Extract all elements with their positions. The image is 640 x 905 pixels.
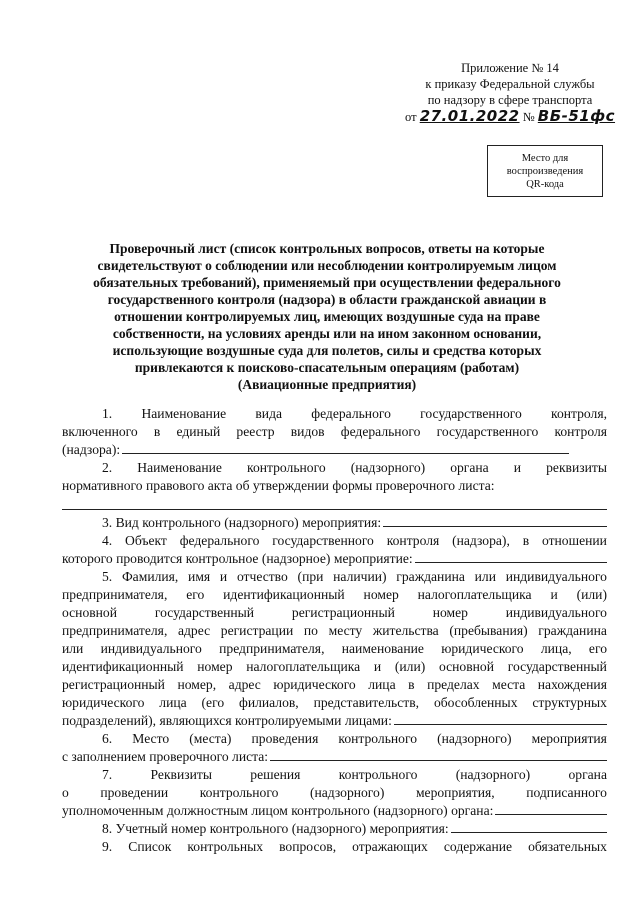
- qr-label-3: QR-кода: [526, 178, 564, 190]
- word: 6.: [102, 731, 113, 746]
- item-2-line-2: [62, 477, 607, 495]
- item-5-label: подразделений), являющихся контролируемыми лицами:: [62, 713, 392, 728]
- word: органа: [568, 767, 607, 782]
- word: (места): [189, 731, 232, 746]
- word: юридического: [441, 641, 524, 656]
- word: (или): [394, 659, 426, 674]
- appendix-agency: по надзору в сфере транспорта: [427, 93, 593, 107]
- word: Место: [132, 731, 170, 746]
- word: реквизиты: [546, 460, 607, 475]
- word: отражающих: [352, 839, 428, 854]
- word: индивидуального: [505, 569, 607, 584]
- qr-code-placeholder: [487, 145, 603, 197]
- word: решения: [250, 767, 301, 782]
- word: включенного: [62, 424, 138, 439]
- word: федерального: [340, 424, 421, 439]
- word: о: [62, 785, 69, 800]
- word: Список: [128, 839, 172, 854]
- handwritten-date: 27.01.2022: [419, 107, 520, 125]
- word: его: [588, 641, 607, 656]
- word: регистрационный: [62, 677, 165, 692]
- word: государственного: [272, 533, 374, 548]
- word: (надзорного): [309, 785, 385, 800]
- item-2-blank[interactable]: [62, 495, 607, 510]
- form-body: [62, 405, 607, 856]
- word: единый: [176, 424, 221, 439]
- word: Объект: [125, 533, 167, 548]
- word: или: [62, 641, 84, 656]
- word: (или): [576, 587, 607, 602]
- item-2-label: нормативного правового акта об утверждении формы проверочного листа:: [62, 478, 495, 493]
- item-7-blank[interactable]: [495, 802, 607, 815]
- item-6-label: с заполнением проверочного листа:: [62, 749, 269, 764]
- word: контрольного: [199, 785, 279, 800]
- title-line: государственного контроля (надзора) в области гражданской авиации в: [107, 292, 547, 307]
- title-line: использующие воздушные суда для полетов, силы и средства которых: [112, 343, 542, 358]
- word: идентификационный: [223, 587, 345, 602]
- word: обязательных: [528, 839, 607, 854]
- word: его: [186, 587, 205, 602]
- word: или: [474, 569, 496, 584]
- word: месту: [328, 623, 363, 638]
- word: вопросов,: [279, 839, 337, 854]
- word: контрольного: [338, 767, 418, 782]
- title-line: обязательных требований), применяемый при осуществлении федерального: [93, 275, 561, 290]
- item-7-line-3: [62, 802, 607, 820]
- word: и: [219, 569, 228, 584]
- word: номер,: [177, 677, 217, 692]
- item-3-blank[interactable]: [383, 514, 607, 527]
- item-8-blank[interactable]: [451, 820, 607, 833]
- word: гражданина: [538, 623, 607, 638]
- date-prefix: от: [405, 110, 417, 124]
- item-7-line-2: [62, 784, 607, 802]
- word: по: [303, 623, 318, 638]
- word: предпринимателя,: [219, 641, 325, 656]
- word: пределах: [427, 677, 480, 692]
- title-line: (Авиационные предприятия): [237, 377, 417, 392]
- word: наименование: [341, 641, 424, 656]
- word: жительства: [372, 623, 439, 638]
- title-line: отношении контролируемых лиц, имеющих воздушные суда на праве: [114, 309, 540, 324]
- word: контрольного: [338, 731, 418, 746]
- item-1-line-2: [62, 423, 607, 441]
- word: (его: [201, 695, 225, 710]
- qr-label-2: воспроизведения: [506, 165, 584, 177]
- item-4-blank[interactable]: [415, 550, 607, 563]
- title-line: свидетельствуют о соблюдении или несоблюдении контролируемым лицом: [97, 258, 557, 273]
- word: лица: [368, 677, 396, 692]
- word: обособленных: [433, 695, 518, 710]
- item-6-blank[interactable]: [270, 748, 607, 761]
- item-2-line-1: [62, 459, 607, 477]
- word: проведении: [100, 785, 169, 800]
- word: Наименование: [137, 460, 222, 475]
- word: 5.: [102, 569, 113, 584]
- word: основной: [438, 659, 494, 674]
- item-6-line-1: [62, 730, 607, 748]
- word: государственный: [154, 605, 255, 620]
- item-9-line-1: [62, 838, 607, 856]
- word: адрес: [228, 677, 261, 692]
- word: в: [408, 677, 415, 692]
- word: и: [550, 587, 558, 602]
- word: 4.: [102, 533, 113, 548]
- word: лица,: [540, 641, 572, 656]
- word: индивидуального: [100, 641, 202, 656]
- item-5-blank[interactable]: [394, 712, 607, 725]
- item-5-line-4: [62, 622, 607, 640]
- word: структурных: [532, 695, 607, 710]
- title-line: привлекаются к поисково-спасательным операциям (работам): [134, 360, 520, 375]
- word: вида: [255, 406, 283, 421]
- word: основной: [62, 605, 118, 620]
- word: федерального: [311, 406, 391, 421]
- word: государственный: [507, 659, 607, 674]
- word: филиалов,: [239, 695, 299, 710]
- word: отношении: [541, 533, 607, 548]
- item-3-line: [62, 514, 607, 532]
- item-5-line-5: [62, 640, 607, 658]
- word: Реквизиты: [150, 767, 212, 782]
- word: государственного: [436, 424, 539, 439]
- word: органа: [450, 460, 489, 475]
- item-7-label: уполномоченным должностным лицом контрольного (надзорного) органа:: [62, 803, 494, 818]
- item-8-line: [62, 820, 607, 838]
- word: лица: [159, 695, 187, 710]
- item-6-line-2: [62, 748, 607, 766]
- word: представительств,: [313, 695, 420, 710]
- word: контроля: [386, 533, 440, 548]
- word: федерального: [179, 533, 260, 548]
- item-5-line-9: [62, 712, 607, 730]
- word: места: [492, 677, 526, 692]
- word: государственного: [420, 406, 522, 421]
- word: нахождения: [537, 677, 607, 692]
- item-5-line-1: [62, 568, 607, 586]
- word: (надзорного): [437, 731, 512, 746]
- word: юридического: [273, 677, 356, 692]
- word: предпринимателя,: [62, 587, 168, 602]
- word: и: [513, 460, 522, 475]
- word: контроля,: [551, 406, 607, 421]
- item-1-line-1: [62, 405, 607, 423]
- title-line: собственности, на условиях аренды или на ином законном основании,: [112, 326, 542, 341]
- word: мероприятия,: [415, 785, 495, 800]
- item-5-line-2: [62, 586, 607, 604]
- word: юридического: [62, 695, 145, 710]
- word: номер: [432, 605, 468, 620]
- word: налогоплательщика: [246, 659, 361, 674]
- word: в: [153, 424, 161, 439]
- word: предпринимателя,: [62, 623, 168, 638]
- title-line: Проверочный лист (список контрольных вопросов, ответы на которые: [109, 241, 545, 256]
- word: адрес: [177, 623, 211, 638]
- word: контрольных: [187, 839, 264, 854]
- word: (надзора),: [452, 533, 510, 548]
- word: 9.: [102, 839, 113, 854]
- item-3-label: 3. Вид контрольного (надзорного) мероприятия:: [102, 515, 382, 530]
- word: идентификационный: [62, 659, 184, 674]
- word: (пребывания): [449, 623, 528, 638]
- word: проведения: [251, 731, 319, 746]
- word: гражданина: [396, 569, 465, 584]
- word: мероприятия: [531, 731, 607, 746]
- qr-label-1: Место для: [521, 152, 569, 164]
- word: Наименование: [141, 406, 227, 421]
- item-5-line-8: [62, 694, 607, 712]
- item-1-blank[interactable]: [122, 441, 569, 454]
- word: Фамилия,: [121, 569, 179, 584]
- word: регистрации: [220, 623, 294, 638]
- word: отчество: [236, 569, 288, 584]
- word: контрольного: [247, 460, 326, 475]
- item-4-line-1: [62, 532, 607, 550]
- word: подписанного: [526, 785, 607, 800]
- word: контроля: [554, 424, 607, 439]
- word: (при: [297, 569, 324, 584]
- item-5-line-6: [62, 658, 607, 676]
- word: 7.: [102, 767, 113, 782]
- item-7-line-1: [62, 766, 607, 784]
- word: наличии): [333, 569, 387, 584]
- item-5-line-7: [62, 676, 607, 694]
- handwritten-number: ВБ-51фс: [537, 107, 616, 125]
- word: регистрационный: [291, 605, 395, 620]
- word: (надзорного): [350, 460, 426, 475]
- word: номер: [363, 587, 399, 602]
- item-8-label: 8. Учетный номер контрольного (надзорного) мероприятия:: [102, 821, 449, 836]
- appendix-number: Приложение № 14: [461, 61, 559, 75]
- number-prefix: №: [522, 110, 535, 124]
- appendix-header: [405, 60, 615, 125]
- word: в: [522, 533, 530, 548]
- item-1-label: (надзора):: [62, 442, 121, 457]
- item-1-line-3: [62, 441, 607, 459]
- item-5-line-3: [62, 604, 607, 622]
- word: имя: [188, 569, 211, 584]
- word: 2.: [102, 460, 113, 475]
- word: индивидуального: [505, 605, 607, 620]
- item-4-line-2: [62, 550, 607, 568]
- appendix-order-ref: к приказу Федеральной службы: [425, 77, 595, 91]
- word: и: [373, 659, 382, 674]
- word: налогоплательщика: [417, 587, 532, 602]
- word: (надзорного): [455, 767, 531, 782]
- word: реестр: [236, 424, 275, 439]
- word: содержание: [443, 839, 513, 854]
- word: номер: [197, 659, 233, 674]
- item-4-label: которого проводится контрольное (надзорное) мероприятие:: [62, 551, 413, 566]
- document-title: [62, 240, 592, 393]
- word: видов: [290, 424, 325, 439]
- appendix-date-line: [405, 108, 615, 125]
- word: 1.: [102, 406, 113, 421]
